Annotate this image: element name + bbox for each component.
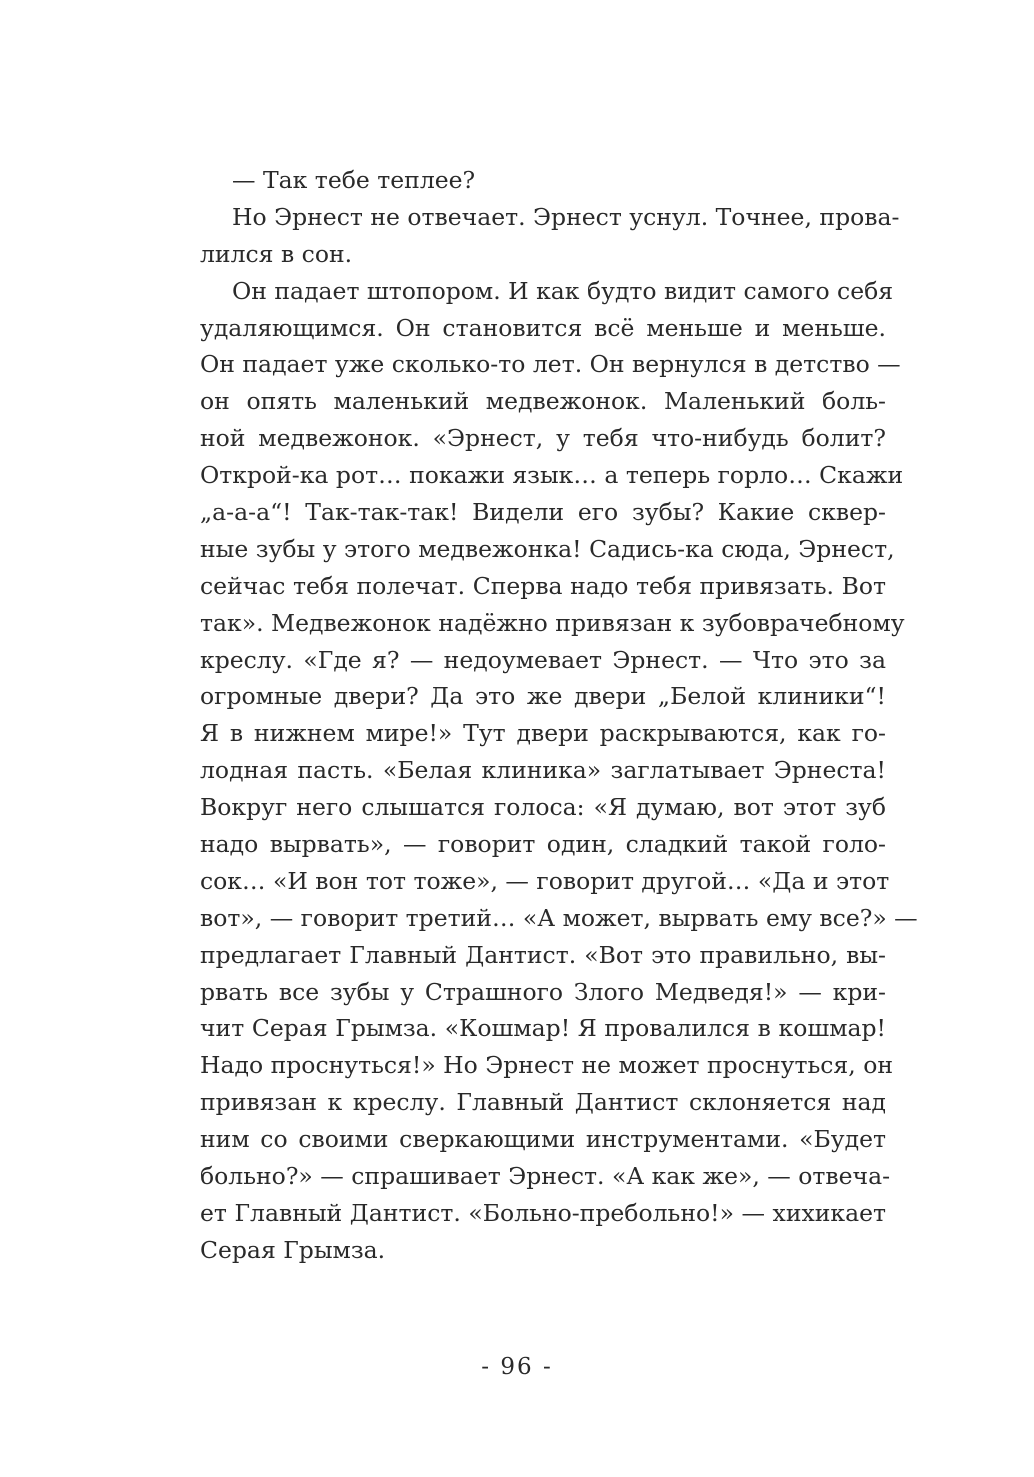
text-line: Но Эрнест не отвечает. Эрнест уснул. Точнее, прова- [232,202,900,231]
text-line: рвать все зубы у Страшного Злого Медведя!» — кри- [200,977,886,1006]
text-line: огромные двери? Да это же двери „Белой клиники“! [200,682,886,711]
text-line: ним со своими сверкающими инструментами. «Будет [200,1125,886,1154]
text-line: больно?» — спрашивает Эрнест. «А как же», — отвеча- [200,1162,891,1191]
text-line: сейчас тебя полечат. Сперва надо тебя привязать. Вот [200,571,886,600]
body-text [200,162,918,1269]
text-line: ной медвежонок. «Эрнест, у тебя что-нибудь болит? [200,424,886,453]
text-line: Вокруг него слышатся голоса: «Я думаю, вот этот зуб [200,793,886,822]
text-line: Открой-ка рот… покажи язык… а теперь горло… Скажи [200,461,904,490]
text-line: вот», — говорит третий… «А может, вырвать ему все?» — [200,903,918,932]
text-line: лодная пасть. «Белая клиника» заглатывает Эрнеста! [200,756,886,785]
text-line: креслу. «Где я? — недоумевает Эрнест. — Что это за [200,645,886,674]
text-line: надо вырвать», — говорит один, сладкий такой голо- [200,830,886,859]
text-line: чит Серая Грымза. «Кошмар! Я провалился в кошмар! [200,1014,886,1043]
text-line: Я в нижнем мире!» Тут двери раскрываются, как го- [200,719,886,748]
text-line: — Так тебе теплее? [232,166,476,194]
text-line: лился в сон. [200,239,353,268]
text-line: Он падает уже сколько-то лет. Он вернулся в детство — [200,350,901,379]
text-line: предлагает Главный Дантист. «Вот это правильно, вы- [200,940,886,969]
text-line: Он падает штопором. И как будто видит самого себя [232,276,894,305]
text-line: сок… «И вон тот тоже», — говорит другой… «Да и этот [200,866,890,895]
text-line: ет Главный Дантист. «Больно-пребольно!» — хихикает [200,1198,886,1227]
page-number: - 96 - [481,1354,553,1380]
text-line: „а-а-а“! Так-так-так! Видели его зубы? Какие сквер- [200,498,886,527]
text-line: Надо проснуться!» Но Эрнест не может проснуться, он [200,1051,894,1080]
text-line: привязан к креслу. Главный Дантист склоняется над [200,1088,886,1117]
text-line: удаляющимся. Он становится всё меньше и меньше. [200,313,886,342]
text-line: он опять маленький медвежонок. Маленький боль- [200,387,886,416]
text-line: Серая Грымза. [200,1235,386,1264]
text-line: ные зубы у этого медвежонка! Садись-ка сюда, Эрнест, [200,534,895,563]
text-line: так». Медвежонок надёжно привязан к зубоврачебному [200,608,905,637]
